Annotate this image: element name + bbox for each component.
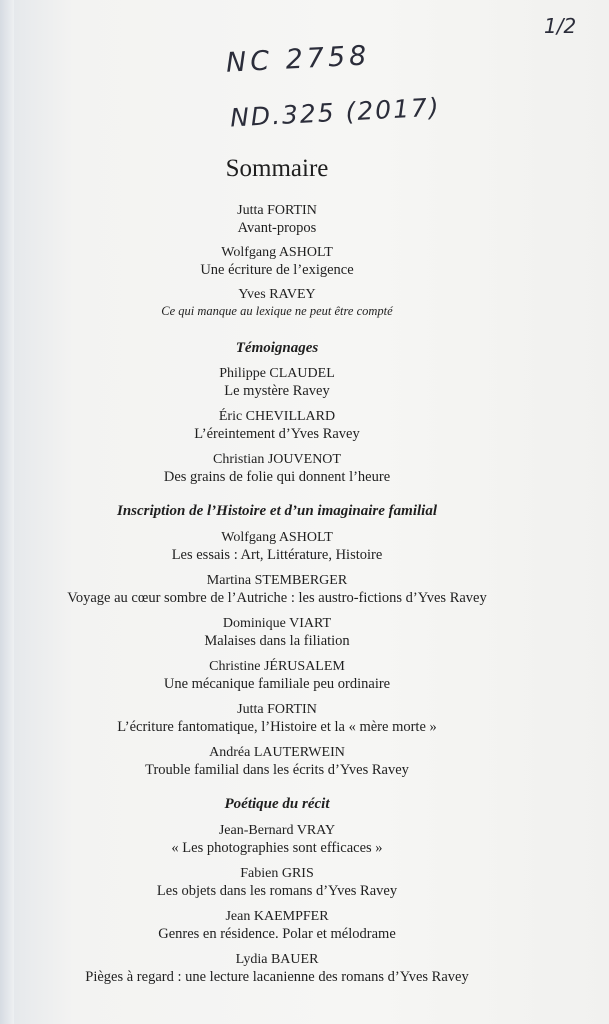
entry-title: Des grains de folie qui donnent l’heure xyxy=(163,469,391,485)
page-title: Sommaire xyxy=(225,155,329,182)
entry-title: Avant-propos xyxy=(237,220,317,236)
section-heading: Inscription de l’Histoire et d’un imaginaire familial xyxy=(116,503,438,519)
entry-title: Une mécanique familiale peu ordinaire xyxy=(163,676,391,692)
entry-title: Genres en résidence. Polar et mélodrame xyxy=(158,926,396,942)
entry-author: Christine JÉRUSALEM xyxy=(209,659,345,674)
handwritten-issue-number: ND.325 (2017) xyxy=(229,92,442,133)
entry-author: Jean KAEMPFER xyxy=(225,909,329,924)
entry-author: Andréa LAUTERWEIN xyxy=(209,745,345,760)
entry-author: Jutta FORTIN xyxy=(237,203,317,218)
entry-title: Ce qui manque au lexique ne peut être compté xyxy=(161,304,393,318)
entry-author: Yves RAVEY xyxy=(238,287,316,302)
entry-title: Les objets dans les romans d’Yves Ravey xyxy=(156,883,398,899)
entry-title: L’éreintement d’Yves Ravey xyxy=(194,426,360,442)
entry-author: Dominique VIART xyxy=(222,616,332,631)
entry-author: Wolfgang ASHOLT xyxy=(221,245,333,260)
entry-author: Éric CHEVILLARD xyxy=(218,409,336,424)
entry-author: Wolfgang ASHOLT xyxy=(221,530,333,545)
handwritten-call-number: NC 2758 xyxy=(225,40,372,79)
entry-title: Pièges à regard : une lecture lacanienne des romans d’Yves Ravey xyxy=(85,969,469,985)
section-heading: Poétique du récit xyxy=(224,796,330,812)
entry-author: Philippe CLAUDEL xyxy=(219,366,335,381)
entry-title: Voyage au cœur sombre de l’Autriche : les austro-fictions d’Yves Ravey xyxy=(67,590,487,606)
entry-title: L’écriture fantomatique, l’Histoire et la « mère morte » xyxy=(117,719,437,735)
entry-author: Lydia BAUER xyxy=(235,952,319,967)
section-heading: Témoignages xyxy=(235,340,319,356)
entry-title: Trouble familial dans les écrits d’Yves Ravey xyxy=(145,762,409,778)
entry-author: Jutta FORTIN xyxy=(237,702,317,717)
entry-title: Les essais : Art, Littérature, Histoire xyxy=(171,547,383,563)
handwritten-page-number: 1/2 xyxy=(544,14,577,38)
entry-author: Fabien GRIS xyxy=(240,866,314,881)
entry-title: « Les photographies sont efficaces » xyxy=(171,840,383,856)
entry-author: Jean-Bernard VRAY xyxy=(218,823,336,838)
entry-title: Malaises dans la filiation xyxy=(204,633,350,649)
entry-title: Une écriture de l’exigence xyxy=(200,262,354,278)
entry-author: Martina STEMBERGER xyxy=(206,573,348,588)
entry-title: Le mystère Ravey xyxy=(224,383,330,399)
entry-author: Christian JOUVENOT xyxy=(213,452,341,467)
